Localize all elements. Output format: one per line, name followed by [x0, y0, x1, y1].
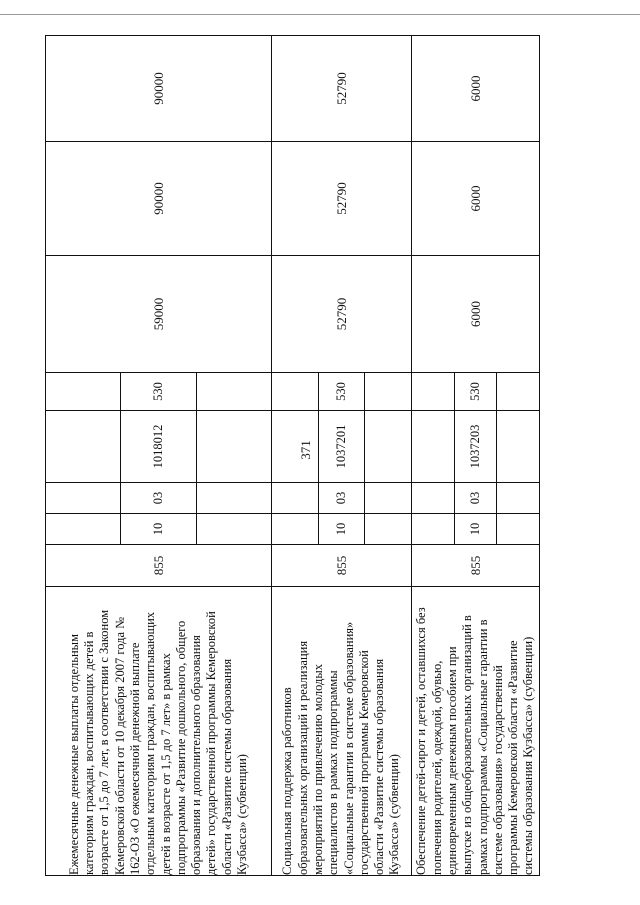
section-code-cell — [412, 514, 540, 545]
target-code: 1037201 — [319, 411, 366, 482]
expense-type-cell — [272, 373, 412, 411]
expense-type-code: 530 — [455, 373, 498, 410]
expense-type-code: 530 — [319, 373, 366, 410]
table-row — [46, 36, 272, 876]
amount-3: 52790 — [272, 36, 412, 142]
subsection-code: 03 — [319, 483, 366, 513]
target-code-cell — [46, 411, 272, 483]
subsection-code-cell — [46, 483, 272, 514]
row-description: Ежемесячные денежные выплаты отдельным категориям граждан, воспитывающих детей в возрасте от 1,5 до 7 лет, в соответствии с Законом Кемеровской области от 10 декабря 2007 года № 162-ОЗ «О ежемесячной денежной выплате отдельным категориям граждан, воспитывающих детей в возрасте от 1,5 до 7 лет» в рамках подпрограммы «Развитие дошкольного, общего образования и дополнительного образования детей» государственной программы Кемеровской области «Развитие системы образования Кузбасса» (субвенции) — [46, 587, 272, 876]
amount-1: 6000 — [412, 256, 540, 373]
amount-2: 52790 — [272, 142, 412, 256]
subsection-code-cell — [272, 483, 412, 514]
ministry-code: 855 — [412, 545, 540, 587]
amount-2: 90000 — [46, 142, 272, 256]
section-code: 10 — [455, 514, 498, 544]
section-code-cell — [46, 514, 272, 545]
amount-1: 59000 — [46, 256, 272, 373]
expense-type-code: 530 — [121, 373, 196, 410]
target-code-cell — [412, 411, 540, 483]
row-description: Социальная поддержка работников образовательных организаций и реализация мероприятий по привлечению молодых специалистов в рамках подпрограммы «Социальные гарантии в системе образования» государственной программы Кемеровской области «Развитие системы образования Кузбасса» (субвенции) — [272, 587, 412, 876]
section-code-cell — [272, 514, 412, 545]
amount-1: 52790 — [272, 256, 412, 373]
target-code: 1037203 — [455, 411, 498, 482]
table-row — [412, 36, 540, 876]
target-code: 1018012 — [121, 411, 196, 482]
section-code: 10 — [121, 514, 196, 544]
row-description: Обеспечение детей-сирот и детей, оставшихся без попечения родителей, одеждой, обувью, единовременным денежным пособием при выпуске из общеобразовательных организаций в рамках подпрограммы «Социальные гарантии в системе образования» государственной программы Кемеровской области «Развитие системы образования Кузбасса» (субвенции) — [412, 587, 540, 876]
budget-table — [45, 35, 540, 876]
table-row — [272, 36, 412, 876]
amount-3: 90000 — [46, 36, 272, 142]
ministry-code: 855 — [272, 545, 412, 587]
amount-3: 6000 — [412, 36, 540, 142]
section-code: 10 — [319, 514, 366, 544]
subsection-code: 03 — [455, 483, 498, 513]
subsection-code-cell — [412, 483, 540, 514]
subsection-code: 03 — [121, 483, 196, 513]
ministry-code: 855 — [46, 545, 272, 587]
amount-2: 6000 — [412, 142, 540, 256]
page-top-edge — [0, 0, 640, 15]
target-code-cell — [272, 411, 412, 483]
expense-type-cell — [46, 373, 272, 411]
expense-type-cell — [412, 373, 540, 411]
page-number: 371 — [298, 440, 313, 460]
rotated-table-container — [45, 36, 536, 876]
